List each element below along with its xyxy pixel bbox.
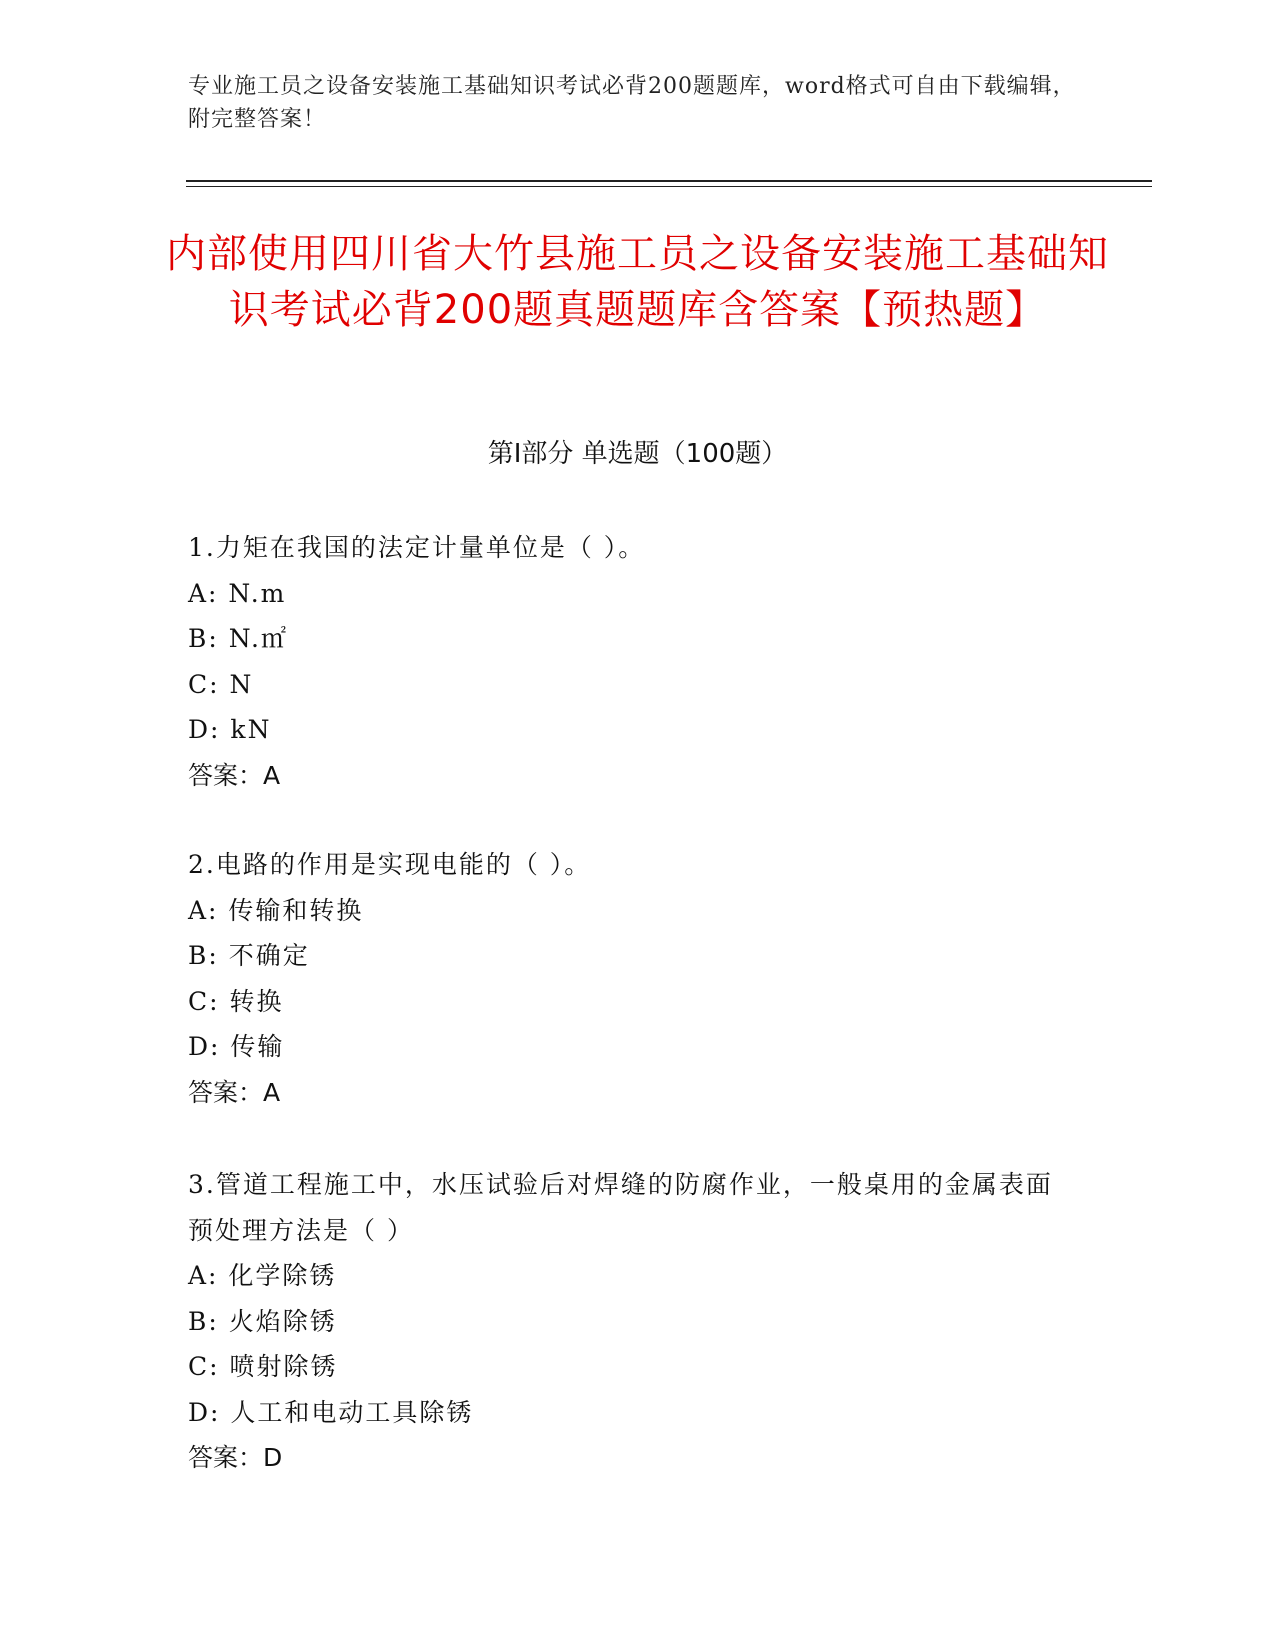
option-a: A: N.m — [188, 578, 287, 608]
option-c: C: N — [188, 669, 254, 699]
question-block — [188, 842, 1088, 1115]
header-divider-thin — [186, 186, 1152, 187]
option-d: D: 人工和电动工具除锈 — [188, 1397, 474, 1427]
question-block — [188, 1162, 1088, 1481]
option-a: A: 化学除锈 — [188, 1261, 337, 1290]
section-title: 第Ⅰ部分 单选题（100题） — [487, 439, 788, 469]
question-block — [188, 525, 1088, 798]
answer-line: 答案：A — [188, 1077, 281, 1107]
option-d: D: 传输 — [188, 1032, 285, 1061]
option-b: B: N.㎡ — [188, 624, 288, 653]
answer-line: 答案：A — [188, 760, 281, 790]
option-c: C: 转换 — [188, 986, 284, 1016]
header-divider-thick — [186, 180, 1152, 182]
document-title: 内部使用四川省大竹县施工员之设备安装施工基础知识考试必背200题真题题库含答案【预热题】 — [166, 231, 1109, 333]
question-stem: 3.管道工程施工中，水压试验后对焊缝的防腐作业，一般桌用的金属表面预处理方法是（ ） — [188, 1170, 1053, 1245]
option-b: B: 不确定 — [188, 941, 310, 970]
header-note: 专业施工员之设备安装施工基础知识考试必背200题题库，word格式可自由下载编辑，附完整答案！ — [188, 74, 1076, 132]
option-c: C: 喷射除锈 — [188, 1352, 338, 1381]
option-d: D: kN — [188, 715, 272, 744]
answer-line: 答案：D — [188, 1443, 283, 1472]
question-stem: 1.力矩在我国的法定计量单位是（ ）。 — [188, 533, 646, 562]
question-stem: 2.电路的作用是实现电能的（ ）。 — [188, 850, 592, 879]
option-a: A: 传输和转换 — [188, 895, 364, 925]
option-b: B: 火焰除锈 — [188, 1306, 337, 1336]
